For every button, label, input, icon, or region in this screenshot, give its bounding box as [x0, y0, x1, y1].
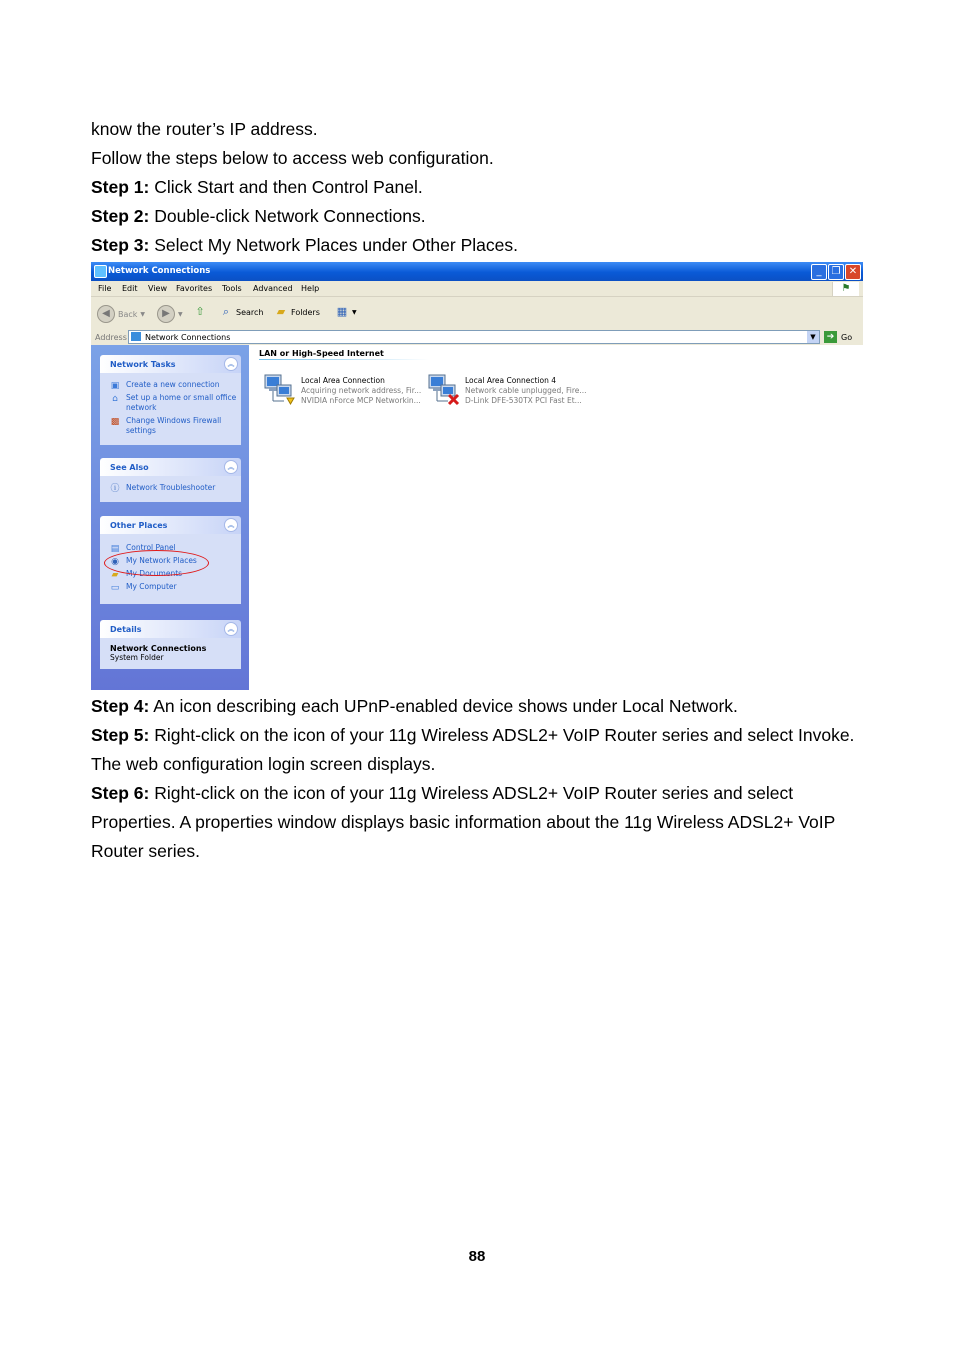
go-button[interactable]: Go: [841, 333, 853, 342]
group-title: LAN or High-Speed Internet: [259, 349, 384, 358]
task-firewall[interactable]: [100, 416, 241, 436]
connection-name: Local Area Connection: [301, 376, 385, 385]
search-icon: ⌕: [222, 305, 230, 318]
step-label: Step 3:: [91, 235, 150, 255]
menu-edit[interactable]: Edit: [122, 284, 138, 293]
panel-header[interactable]: [100, 458, 241, 476]
computer-icon: ▭: [110, 583, 120, 593]
documents-folder-icon: ▰: [111, 570, 119, 580]
address-input[interactable]: [128, 330, 820, 344]
menu-favorites[interactable]: Favorites: [176, 284, 213, 293]
back-label: Back: [118, 309, 138, 319]
toolbar: [91, 297, 863, 330]
panel-details: [100, 620, 241, 669]
connection-status: Network cable unplugged, Fire...: [465, 386, 587, 395]
panel-title: Network Tasks: [110, 360, 176, 369]
new-connection-icon: ▣: [110, 381, 120, 391]
task-pane: [91, 345, 249, 690]
forward-arrow-icon: ▶: [157, 305, 175, 323]
folders-button[interactable]: [274, 305, 320, 319]
search-button[interactable]: [219, 305, 263, 319]
network-connections-window: [91, 262, 863, 690]
connection-device: NVIDIA nForce MCP Networkin...: [301, 396, 421, 405]
step-text: Click Start and then Control Panel.: [149, 177, 423, 197]
link-label: My Network Places: [126, 556, 197, 565]
panel-network-tasks: [100, 355, 241, 445]
search-label: Search: [236, 307, 264, 317]
forward-button[interactable]: [157, 305, 183, 323]
lan-connection-unplugged-icon: [425, 371, 461, 407]
step-label: Step 4:: [91, 696, 150, 716]
step-6: [91, 779, 871, 866]
windows-logo-icon: ⚑: [832, 282, 859, 296]
title-bar[interactable]: [91, 262, 863, 281]
menu-tools[interactable]: Tools: [222, 284, 242, 293]
step-label: Step 2:: [91, 206, 150, 226]
step-text: Right-click on the icon of your 11g Wireless ADSL2+ VoIP Router series and select Invoke. The web configuration login screen displays.: [91, 725, 855, 774]
go-arrow-icon[interactable]: ➔: [824, 331, 837, 343]
intro-line-2: Follow the steps below to access web configuration.: [91, 148, 494, 168]
step-5: [91, 721, 871, 779]
menu-help[interactable]: Help: [301, 284, 320, 293]
panel-title: Other Places: [110, 521, 168, 530]
network-connections-icon: [131, 332, 141, 341]
network-places-icon: ◉: [111, 557, 119, 567]
panel-header[interactable]: [100, 516, 241, 534]
control-panel-icon: ▤: [110, 544, 120, 554]
chevron-down-icon: ▼: [178, 310, 183, 318]
network-connections-icon: [94, 265, 107, 278]
close-button[interactable]: ✕: [845, 264, 861, 280]
task-create-connection[interactable]: [100, 380, 241, 390]
step-label: Step 6:: [91, 783, 150, 803]
chevron-down-icon: ▼: [140, 310, 146, 318]
back-button[interactable]: [97, 305, 145, 323]
collapse-icon[interactable]: ︽: [224, 622, 238, 636]
address-label: Address: [95, 333, 127, 342]
collapse-icon[interactable]: ︽: [224, 518, 238, 532]
info-icon: ⓘ: [110, 484, 120, 494]
link-label: Control Panel: [126, 543, 176, 552]
panel-see-also: [100, 458, 241, 502]
page-number: 88: [468, 1248, 486, 1265]
firewall-icon: ▩: [110, 417, 120, 427]
link-network-troubleshooter[interactable]: [100, 483, 241, 493]
window-title: Network Connections: [108, 266, 211, 276]
group-divider: [259, 359, 429, 360]
panel-title: Details: [110, 625, 142, 634]
home-network-icon: ⌂: [112, 394, 118, 404]
address-bar: [91, 329, 863, 345]
panel-header[interactable]: [100, 355, 241, 373]
connections-pane: [249, 345, 863, 690]
link-label: My Documents: [126, 569, 183, 578]
details-type: System Folder: [110, 653, 164, 662]
link-label: My Computer: [126, 582, 177, 591]
task-label: Set up a home or small office network: [126, 393, 237, 412]
highlight-circle: [104, 550, 209, 576]
lan-connection-icon: [261, 371, 297, 407]
minimize-button[interactable]: _: [811, 264, 827, 280]
step-1: [91, 173, 871, 202]
panel-header[interactable]: [100, 620, 241, 638]
restore-button[interactable]: ❐: [828, 264, 844, 280]
up-folder-button[interactable]: [193, 305, 207, 319]
up-folder-icon: ⇧: [195, 305, 205, 318]
step-label: Step 1:: [91, 177, 150, 197]
step-text: Select My Network Places under Other Places.: [149, 235, 518, 255]
folders-icon: ▰: [276, 305, 286, 318]
collapse-icon[interactable]: ︽: [224, 460, 238, 474]
intro-line-1: know the router’s IP address.: [91, 119, 318, 139]
views-icon: ▦: [336, 305, 348, 318]
chevron-down-icon: ▼: [352, 308, 357, 316]
step-text: An icon describing each UPnP-enabled device shows under Local Network.: [149, 696, 738, 716]
step-4: [91, 692, 871, 721]
menu-view[interactable]: View: [148, 284, 167, 293]
step-text: Double-click Network Connections.: [149, 206, 426, 226]
menu-bar: [91, 281, 863, 297]
details-name: Network Connections: [110, 644, 207, 653]
link-label: Network Troubleshooter: [126, 483, 216, 492]
views-button[interactable]: [335, 305, 357, 319]
collapse-icon[interactable]: ︽: [224, 357, 238, 371]
menu-file[interactable]: File: [98, 284, 112, 293]
panel-title: See Also: [110, 463, 149, 472]
back-arrow-icon: ◀: [97, 305, 115, 323]
task-label: Change Windows Firewall settings: [126, 416, 222, 435]
step-3: [91, 231, 871, 260]
address-dropdown-button[interactable]: ▼: [807, 331, 819, 343]
connection-status: Acquiring network address, Fir...: [301, 386, 422, 395]
step-label: Step 5:: [91, 725, 150, 745]
folders-label: Folders: [291, 307, 320, 317]
connection-device: D-Link DFE-530TX PCI Fast Et...: [465, 396, 582, 405]
address-value: Network Connections: [145, 333, 231, 342]
step-text: Right-click on the icon of your 11g Wireless ADSL2+ VoIP Router series and select Properties. A properties window displays basic information about the 11g Wireless ADSL2+ VoIP Router series.: [91, 783, 835, 861]
link-my-computer[interactable]: [100, 582, 241, 592]
menu-advanced[interactable]: Advanced: [253, 284, 293, 293]
task-label: Create a new connection: [126, 380, 220, 389]
step-2: [91, 202, 871, 231]
task-home-network[interactable]: [100, 393, 241, 413]
connection-name: Local Area Connection 4: [465, 376, 557, 385]
